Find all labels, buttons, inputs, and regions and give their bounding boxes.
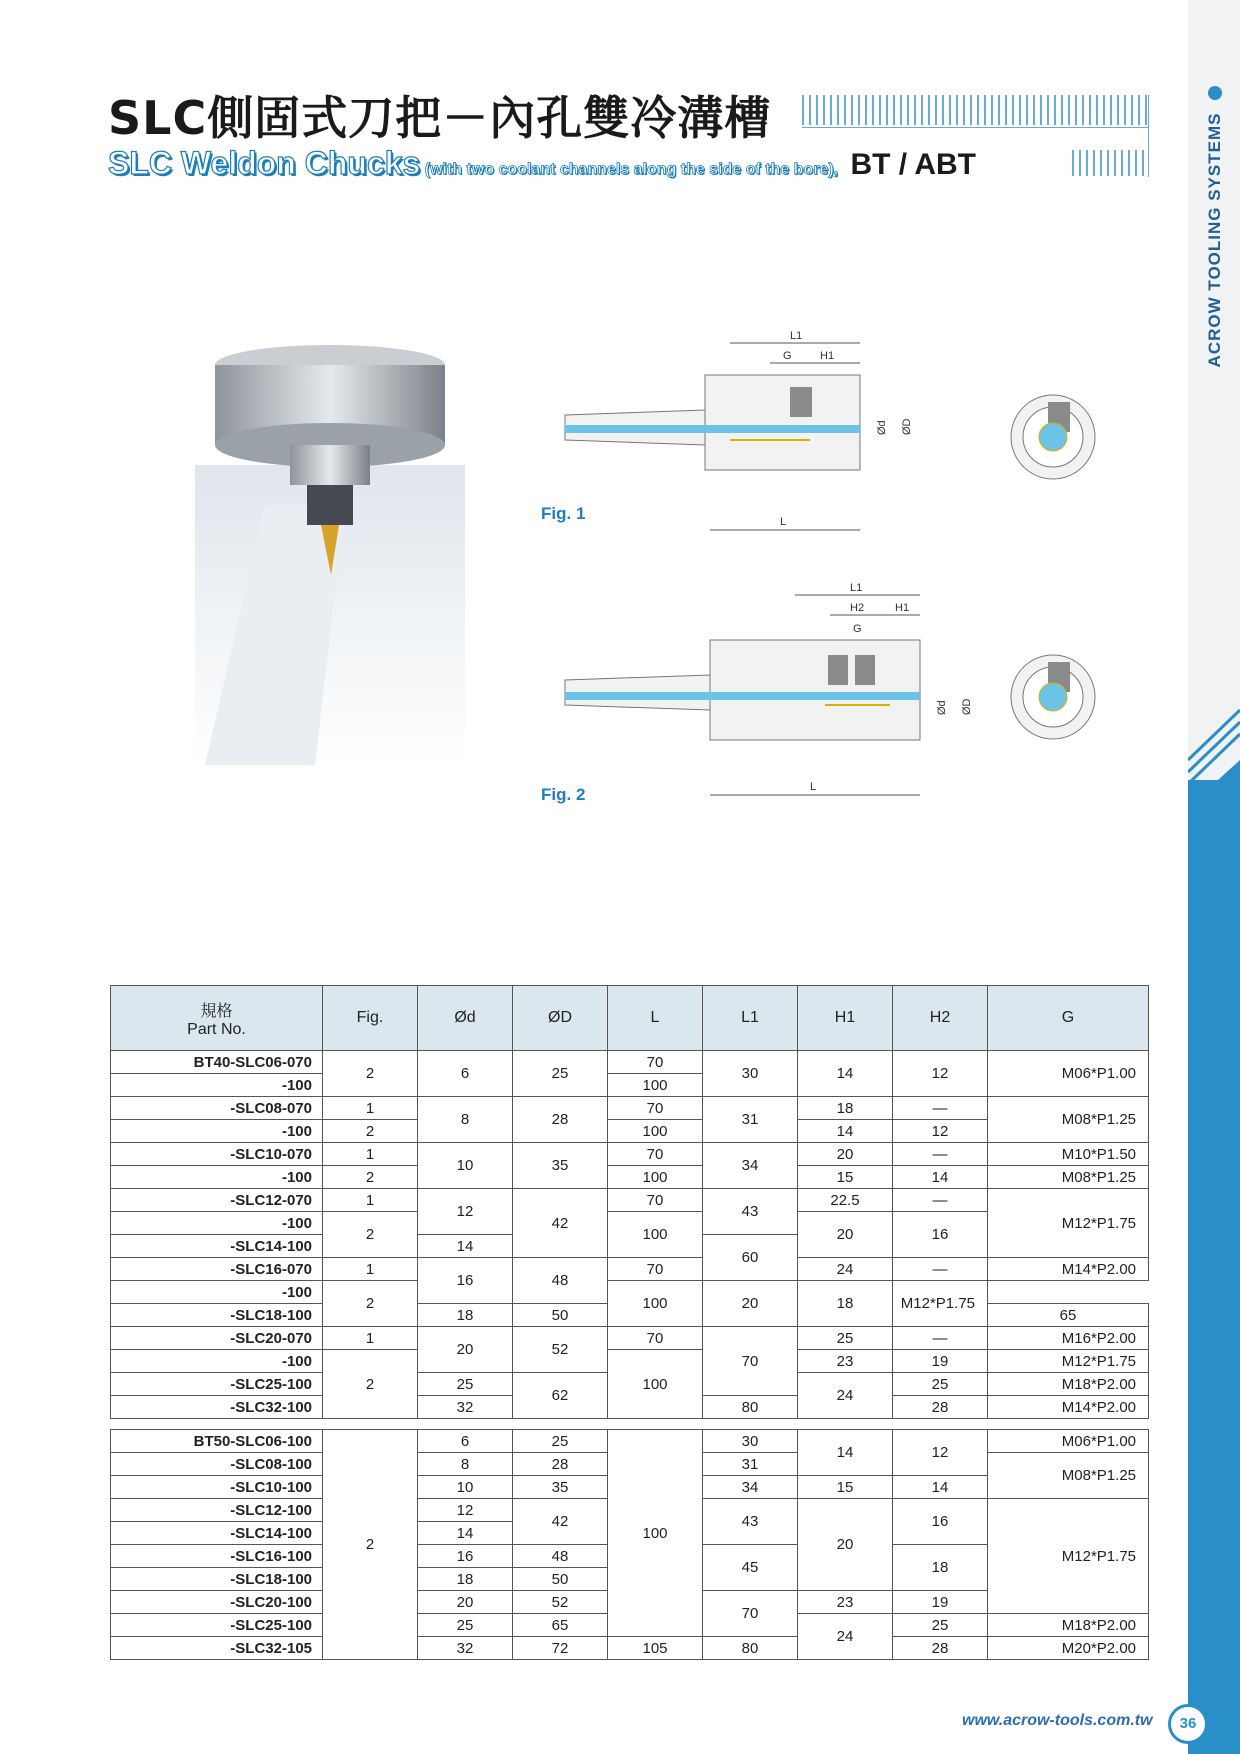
d-cell: 32 [418, 1637, 513, 1660]
table-gap-cell [111, 1419, 1149, 1430]
header-part-en: Part No. [187, 1020, 246, 1038]
side-brand [1200, 100, 1230, 380]
l-cell: 70 [608, 1327, 703, 1350]
table-gap [111, 1419, 1149, 1430]
fig2-dim-l1: L1 [850, 582, 863, 594]
fig-cell: 2 [323, 1051, 418, 1097]
table-row [111, 1258, 1149, 1281]
bigd-cell: 28 [513, 1097, 608, 1143]
l1-cell: 34 [703, 1476, 798, 1499]
part-no-cell: -100 [111, 1281, 323, 1304]
h1-cell: 24 [798, 1614, 893, 1660]
table-header-row [111, 986, 1149, 1051]
l-cell: 70 [608, 1189, 703, 1212]
d-cell: 10 [418, 1476, 513, 1499]
h1-cell: 23 [798, 1591, 893, 1614]
table-row [111, 1051, 1149, 1074]
header-l1: L1 [703, 986, 798, 1051]
g-cell: M18*P2.00 [988, 1373, 1149, 1396]
h1-cell: 20 [798, 1212, 893, 1258]
part-no-cell: -SLC14-100 [111, 1522, 323, 1545]
bigd-cell: 50 [513, 1568, 608, 1591]
page-title-cn: SLC側固式刀把－內孔雙冷溝槽 [108, 91, 772, 145]
part-no-cell: -100 [111, 1212, 323, 1235]
header-part-no [111, 986, 323, 1051]
fig-cell: 1 [323, 1189, 418, 1212]
h2-cell: 25 [893, 1614, 988, 1637]
fig-cell: 2 [323, 1120, 418, 1143]
fig2-dim-l: L [810, 781, 817, 793]
part-no-cell: -100 [111, 1074, 323, 1097]
fig1-diagram [540, 325, 940, 540]
part-no-cell: -SLC25-100 [111, 1373, 323, 1396]
header-h1: H1 [798, 986, 893, 1051]
h2-cell: 25 [893, 1373, 988, 1396]
l1-cell: 30 [703, 1051, 798, 1097]
d-cell: 8 [418, 1097, 513, 1143]
fig2-label: Fig. 2 [541, 785, 586, 804]
header-bigd: ØD [513, 986, 608, 1051]
fig-cell: 1 [323, 1327, 418, 1350]
g-cell: M08*P1.25 [988, 1453, 1149, 1499]
d-cell: 12 [418, 1499, 513, 1522]
bigd-cell: 72 [513, 1637, 608, 1660]
fig1-section-view [1008, 392, 1108, 492]
h2-cell: — [893, 1327, 988, 1350]
part-no-cell: -SLC32-100 [111, 1396, 323, 1419]
title-decoration-stripes [802, 95, 1148, 125]
h2-cell: 12 [893, 1051, 988, 1097]
bigd-cell: 35 [513, 1143, 608, 1189]
h1-cell: 15 [798, 1166, 893, 1189]
fig1-label: Fig. 1 [541, 504, 586, 523]
table-row [111, 1166, 1149, 1189]
d-cell: 14 [418, 1235, 513, 1258]
d-cell: 18 [418, 1304, 513, 1327]
fig1-dim-l1: L1 [790, 330, 803, 342]
bigd-cell: 42 [513, 1189, 608, 1258]
fig2-diagram [560, 575, 980, 800]
h2-cell: 12 [893, 1120, 988, 1143]
h1-cell: 20 [798, 1143, 893, 1166]
l-cell: 70 [608, 1097, 703, 1120]
h1-cell: 23 [798, 1350, 893, 1373]
d-cell: 25 [418, 1614, 513, 1637]
l1-cell: 70 [703, 1327, 798, 1396]
h1-cell: 22.5 [798, 1189, 893, 1212]
d-cell: 6 [418, 1430, 513, 1453]
h2-cell: 28 [893, 1637, 988, 1660]
table-row [111, 1189, 1149, 1212]
table-row [111, 1143, 1149, 1166]
d-cell: 8 [418, 1453, 513, 1476]
part-no-cell: -SLC10-070 [111, 1143, 323, 1166]
fig1-dim-bigd: ØD [901, 418, 913, 435]
title-decoration-stripes-small [1072, 150, 1148, 176]
l1-cell: 31 [703, 1453, 798, 1476]
bigd-cell: 28 [513, 1453, 608, 1476]
fig2-dim-h2: H2 [850, 602, 865, 614]
l1-cell: 70 [703, 1591, 798, 1637]
h1-cell: 14 [798, 1430, 893, 1476]
header-h2: H2 [893, 986, 988, 1051]
l1-cell: 45 [703, 1545, 798, 1591]
part-no-cell: -SLC20-100 [111, 1591, 323, 1614]
h2-cell: 19 [893, 1350, 988, 1373]
l1-cell: 65 [988, 1304, 1149, 1327]
fig-cell: 1 [323, 1097, 418, 1120]
g-cell: M12*P1.75 [893, 1281, 988, 1327]
part-no-cell: -SLC08-100 [111, 1453, 323, 1476]
fig1-dim-d: Ød [876, 420, 888, 435]
fig1-dim-l: L [780, 516, 787, 528]
table-row [111, 1281, 1149, 1304]
title-decoration-line [802, 127, 1148, 128]
d-cell: 16 [418, 1258, 513, 1304]
fig-cell: 1 [323, 1143, 418, 1166]
fig-cell: 2 [323, 1166, 418, 1189]
h2-cell: 28 [893, 1396, 988, 1419]
fig2-dim-bigd: ØD [961, 698, 973, 715]
bigd-cell: 52 [513, 1327, 608, 1373]
part-no-cell: -SLC12-070 [111, 1189, 323, 1212]
l-cell: 100 [608, 1430, 703, 1637]
g-cell: M18*P2.00 [988, 1614, 1149, 1637]
g-cell: M12*P1.75 [988, 1189, 1149, 1258]
d-cell: 12 [418, 1189, 513, 1235]
bigd-cell: 48 [513, 1545, 608, 1568]
h2-cell: 19 [893, 1591, 988, 1614]
d-cell: 18 [418, 1568, 513, 1591]
spec-table [110, 985, 1149, 1660]
fig-cell: 1 [323, 1258, 418, 1281]
table-row [111, 1097, 1149, 1120]
title-decoration-vline [1148, 95, 1149, 177]
part-no-cell: -SLC16-100 [111, 1545, 323, 1568]
g-cell: M12*P1.75 [988, 1499, 1149, 1614]
fig2-dim-h1: H1 [895, 602, 910, 614]
h1-cell: 14 [798, 1051, 893, 1097]
d-cell: 20 [418, 1327, 513, 1373]
h2-cell: — [893, 1143, 988, 1166]
h1-cell: 25 [798, 1327, 893, 1350]
l1-cell: 43 [703, 1189, 798, 1235]
d-cell: 10 [418, 1143, 513, 1189]
bigd-cell: 48 [513, 1258, 608, 1304]
fig-cell: 2 [323, 1350, 418, 1419]
l-cell: 100 [608, 1166, 703, 1189]
brand-dot-icon [1208, 86, 1222, 100]
g-cell: M14*P2.00 [988, 1396, 1149, 1419]
part-no-cell: BT50-SLC06-100 [111, 1430, 323, 1453]
g-cell: M20*P2.00 [988, 1637, 1149, 1660]
fig1-dim-g: G [783, 350, 792, 362]
fig1-dim-h1: H1 [820, 350, 835, 362]
h1-cell: 24 [798, 1258, 893, 1281]
title-en-type: BT / ABT [842, 148, 976, 181]
l-cell: 100 [608, 1281, 703, 1327]
l1-cell: 31 [703, 1097, 798, 1143]
h1-cell: 15 [798, 1476, 893, 1499]
bigd-cell: 62 [513, 1373, 608, 1419]
fig-cell: 2 [323, 1430, 418, 1660]
fig-cell: 2 [323, 1281, 418, 1327]
l-cell: 70 [608, 1051, 703, 1074]
part-no-cell: -100 [111, 1350, 323, 1373]
h1-cell: 14 [798, 1120, 893, 1143]
d-cell: 16 [418, 1545, 513, 1568]
table-row [111, 1430, 1149, 1453]
d-cell: 32 [418, 1396, 513, 1419]
l1-cell: 80 [703, 1637, 798, 1660]
l1-cell: 43 [703, 1499, 798, 1545]
bigd-cell: 65 [513, 1614, 608, 1637]
h2-cell: — [893, 1097, 988, 1120]
g-cell: M08*P1.25 [988, 1166, 1149, 1189]
side-brand-text: ACROW TOOLING SYSTEMS [1205, 112, 1224, 368]
part-no-cell: -SLC18-100 [111, 1568, 323, 1591]
h1-cell: 20 [798, 1499, 893, 1591]
h2-cell: 12 [893, 1430, 988, 1476]
bigd-cell: 25 [513, 1051, 608, 1097]
fig-cell: 2 [323, 1212, 418, 1258]
h2-cell: 18 [893, 1545, 988, 1591]
website-link[interactable]: www.acrow-tools.com.tw [962, 1712, 1153, 1729]
h2-cell: 18 [798, 1281, 893, 1327]
part-no-cell: -SLC32-105 [111, 1637, 323, 1660]
part-no-cell: -100 [111, 1120, 323, 1143]
g-cell: M16*P2.00 [988, 1327, 1149, 1350]
header-g: G [988, 986, 1149, 1051]
header-d: Ød [418, 986, 513, 1051]
d-cell: 20 [418, 1591, 513, 1614]
fig2-section-view [1008, 652, 1108, 752]
bigd-cell: 35 [513, 1476, 608, 1499]
l1-cell: 60 [703, 1235, 798, 1281]
d-cell: 25 [418, 1373, 513, 1396]
side-band-blue [1188, 780, 1240, 1754]
l1-cell: 34 [703, 1143, 798, 1189]
title-en-paren: (with two coolant channels along the side of the bore), [420, 161, 839, 178]
product-photo [195, 345, 465, 765]
part-no-cell: -SLC20-070 [111, 1327, 323, 1350]
g-cell: M14*P2.00 [988, 1258, 1149, 1281]
g-cell: M12*P1.75 [988, 1350, 1149, 1373]
g-cell: M10*P1.50 [988, 1143, 1149, 1166]
l-cell: 100 [608, 1350, 703, 1419]
g-cell: M06*P1.00 [988, 1430, 1149, 1453]
fig2-dim-g: G [853, 623, 862, 635]
g-cell: M06*P1.00 [988, 1051, 1149, 1097]
g-cell: M08*P1.25 [988, 1097, 1149, 1143]
part-no-cell: -SLC14-100 [111, 1235, 323, 1258]
part-no-cell: -SLC12-100 [111, 1499, 323, 1522]
fig2-dim-d: Ød [936, 700, 948, 715]
l1-cell: 80 [703, 1396, 798, 1419]
h2-cell: — [893, 1189, 988, 1212]
l-cell: 100 [608, 1120, 703, 1143]
l-cell: 105 [608, 1637, 703, 1660]
h1-cell: 24 [798, 1373, 893, 1419]
part-no-cell: -SLC25-100 [111, 1614, 323, 1637]
title-en-main: SLC Weldon Chucks [108, 145, 421, 181]
h1-cell: 18 [798, 1097, 893, 1120]
bigd-cell: 25 [513, 1430, 608, 1453]
l-cell: 70 [608, 1143, 703, 1166]
h2-cell: 16 [893, 1212, 988, 1258]
header-fig: Fig. [323, 986, 418, 1051]
table-row [111, 1327, 1149, 1350]
page-title-en [108, 145, 976, 182]
part-no-cell: -SLC16-070 [111, 1258, 323, 1281]
l1-cell: 30 [703, 1430, 798, 1453]
d-cell: 14 [418, 1522, 513, 1545]
l-cell: 100 [608, 1212, 703, 1258]
bigd-cell: 42 [513, 1499, 608, 1545]
header-l: L [608, 986, 703, 1051]
h2-cell: 14 [893, 1166, 988, 1189]
table-row [111, 1637, 1149, 1660]
h2-cell: 16 [893, 1499, 988, 1545]
h1-cell: 20 [703, 1281, 798, 1327]
bigd-cell: 52 [513, 1591, 608, 1614]
part-no-cell: -SLC10-100 [111, 1476, 323, 1499]
l-cell: 70 [608, 1258, 703, 1281]
bigd-cell: 50 [513, 1304, 608, 1327]
table-row [111, 1350, 1149, 1373]
part-no-cell: BT40-SLC06-070 [111, 1051, 323, 1074]
h2-cell: 14 [893, 1476, 988, 1499]
header-part-cn: 規格 [200, 1002, 233, 1020]
part-no-cell: -SLC08-070 [111, 1097, 323, 1120]
part-no-cell: -SLC18-100 [111, 1304, 323, 1327]
d-cell: 6 [418, 1051, 513, 1097]
h2-cell: — [893, 1258, 988, 1281]
l-cell: 100 [608, 1074, 703, 1097]
page-number: 36 [1168, 1704, 1208, 1744]
part-no-cell: -100 [111, 1166, 323, 1189]
